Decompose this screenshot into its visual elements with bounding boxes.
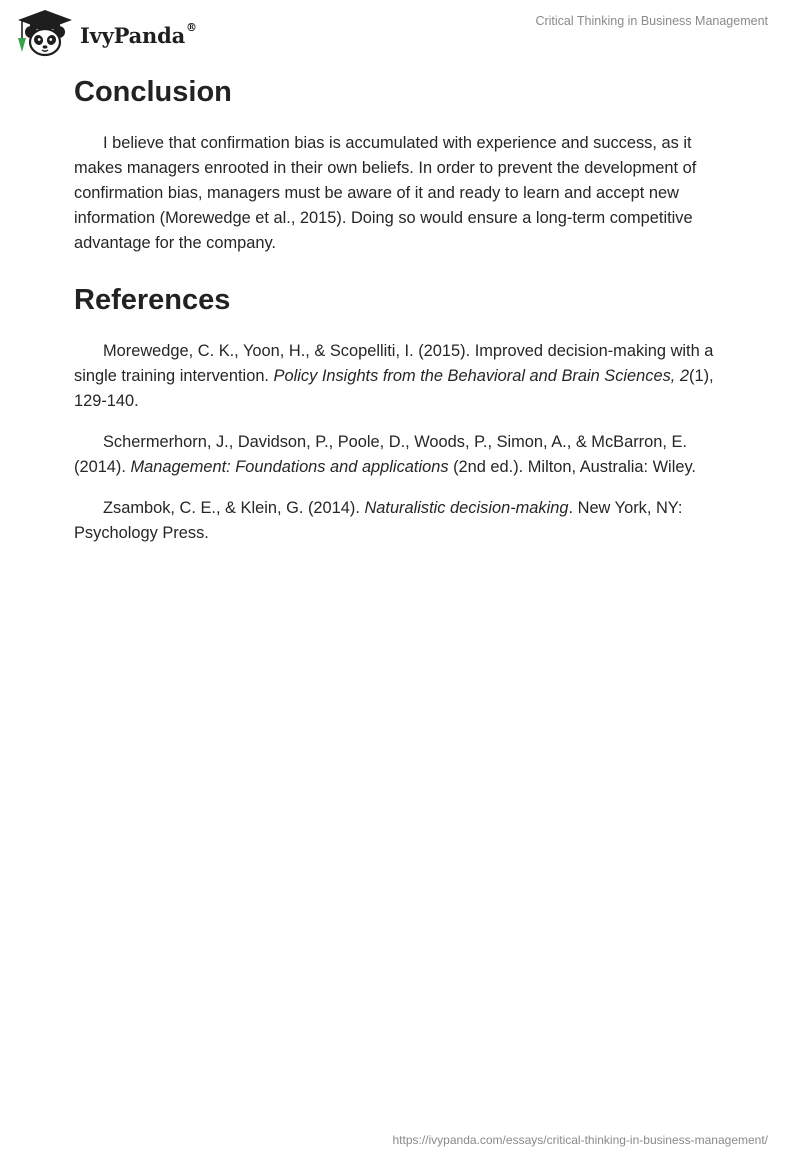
document-title: Critical Thinking in Business Management bbox=[535, 14, 768, 28]
ivypanda-logo[interactable] bbox=[16, 8, 197, 58]
conclusion-heading: Conclusion bbox=[74, 76, 232, 108]
panda-graduate-icon bbox=[16, 8, 74, 58]
registered-mark: ® bbox=[186, 20, 197, 34]
reference-title: Management: Foundations and applications bbox=[130, 458, 449, 476]
brand-name: IvyPanda® bbox=[80, 20, 197, 48]
page-header bbox=[0, 0, 800, 64]
reference-item: Schermerhorn, J., Davidson, P., Poole, D., Woods, P., Simon, A., & McBarron, E. (2014). Management: Foundations and applications (2nd ed.). Milton, Australia: Wiley. bbox=[74, 433, 696, 476]
reference-title: Policy Insights from the Behavioral and Brain Sciences, 2 bbox=[273, 367, 689, 385]
reference-item: Morewedge, C. K., Yoon, H., & Scopelliti, I. (2015). Improved decision-making with a single training intervention. Policy Insights from the Behavioral and Brain Sciences, 2(1), 129-140. bbox=[74, 342, 714, 410]
references-heading: References bbox=[74, 284, 231, 316]
reference-title: Naturalistic decision-making bbox=[364, 499, 569, 517]
reference-item: Zsambok, C. E., & Klein, G. (2014). Naturalistic decision-making. New York, NY: Psychology Press. bbox=[74, 499, 683, 542]
source-url[interactable]: https://ivypanda.com/essays/critical-thinking-in-business-management/ bbox=[392, 1133, 768, 1147]
conclusion-paragraph: I believe that confirmation bias is accumulated with experience and success, as it makes managers enrooted in their own beliefs. In order to prevent the development of confirmation bias, managers must be aware of it and ready to learn and accept new information (Morewedge et al., 2015). Doing so would ensure a long-term competitive advantage for the company. bbox=[74, 134, 697, 252]
document-body bbox=[74, 70, 724, 562]
